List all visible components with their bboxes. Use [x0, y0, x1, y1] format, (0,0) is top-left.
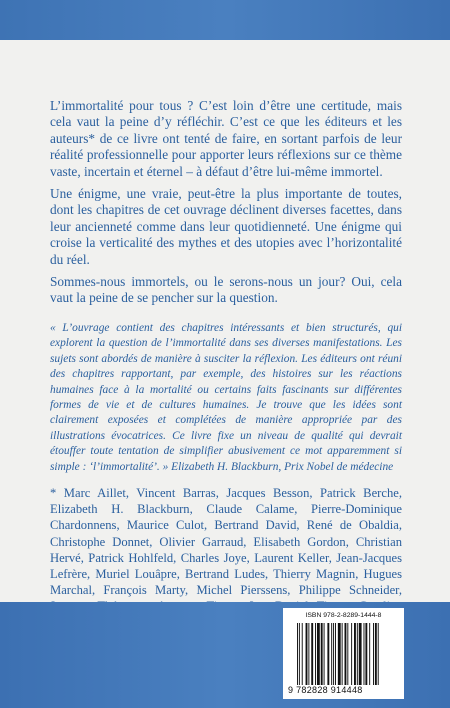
barcode-bar	[357, 623, 358, 685]
review-quote: « L’ouvrage contient des chapitres intéressants et bien structurés, qui explorent la question de l’immortalité dans ses diverses manifestations. Les sujets sont abordés de manière à susciter la réflexion. Les éditeurs ont réuni des chapitres rapportant, par exemple, des histoires sur les réactions humaines face à la mortalité ou certains faits fascinants sur différentes formes de vie et de cultures humaines. Je trouve que les idées sont clairement exposées et complétées de manière appropriée par des illustrations évocatrices. Ce livre fixe un niveau de qualité qui devrait étouffer toute tentation de simplifier abusivement ce mot apparemment si simple : ‘l’immortalité’. » Elizabeth H. Blackburn, Prix Nobel de médecine	[50, 321, 402, 473]
barcode-bar	[373, 623, 374, 685]
barcode-bar	[365, 623, 367, 685]
barcode-bar	[354, 623, 356, 685]
isbn-number: ISBN 978-2-8289-1444-8	[305, 612, 382, 619]
contributors-list: * Marc Aillet, Vincent Barras, Jacques Besson, Patrick Berche, Elizabeth H. Blackburn, Claude Calame, Pierre-Dominique Chardonnens, Maurice Culot, Bertrand David, René de Obaldia, Christophe Donnet, Olivier Garraud, Elisabeth Gordon, Christian Hervé, Patrick Hohlfeld, Charles Joye, Laurent Keller, Jean-Jacques Lefrère, Muriel Louâpre, Bertrand Ludes, Thierry Magnin, Hugues Marchal, François Marty, Michel Pierssens, Philippe Schneider,	[50, 485, 402, 598]
barcode-bar	[308, 623, 309, 685]
barcode-label	[283, 608, 404, 699]
barcode-bar	[297, 623, 298, 685]
barcode-bar	[347, 623, 348, 685]
barcode-bar	[378, 623, 379, 685]
barcode-bar	[317, 623, 320, 685]
barcode-bar	[369, 623, 370, 685]
intro-paragraph: L’immortalité pour tous ? C’est loin d’être une certitude, mais cela vaut la peine d’y réfléchir. C’est ce que les éditeurs et les auteurs* de ce livre ont tenté de faire, en sortant parfois de leur réalité professionnelle pour apporter leurs réflexions sur ce thème vaste, incertain et éternel – à défaut d’être lui-même immortel.	[50, 98, 402, 179]
back-cover-text	[50, 98, 402, 631]
barcode-bar	[375, 623, 377, 685]
top-color-band	[0, 0, 450, 40]
barcode-bar	[299, 623, 300, 685]
barcode-bar	[338, 623, 341, 685]
barcode-bars	[297, 623, 395, 685]
barcode-bar	[333, 623, 334, 685]
barcode-bar	[364, 623, 365, 685]
ean-digits: 9 782828 914448	[288, 685, 363, 695]
barcode-bar	[311, 623, 313, 685]
barcode-bar	[306, 623, 308, 685]
barcode-bar	[342, 623, 343, 685]
barcode-bar	[335, 623, 336, 685]
barcode-bar	[302, 623, 303, 685]
barcode-bar	[327, 623, 329, 685]
enigma-paragraph: Une énigme, une vraie, peut-être la plus importante de toutes, dont les chapitres de cet ouvrage déclinent diverses facettes, dans leur ancienneté comme dans leur quotidienneté. Une énigme qui croise la verticalité des mythes et des utopies avec l’horizontalité du réel.	[50, 186, 402, 267]
barcode-bar	[321, 623, 323, 685]
barcode-bar	[331, 623, 332, 685]
barcode-bar	[345, 623, 347, 685]
barcode-bar	[324, 623, 325, 685]
barcode-bar	[359, 623, 362, 685]
question-paragraph: Sommes-nous immortels, ou le serons-nous un jour? Oui, cela vaut la peine de se pencher sur la question.	[50, 274, 402, 306]
barcode-bar	[351, 623, 352, 685]
barcode-bar	[315, 623, 316, 685]
